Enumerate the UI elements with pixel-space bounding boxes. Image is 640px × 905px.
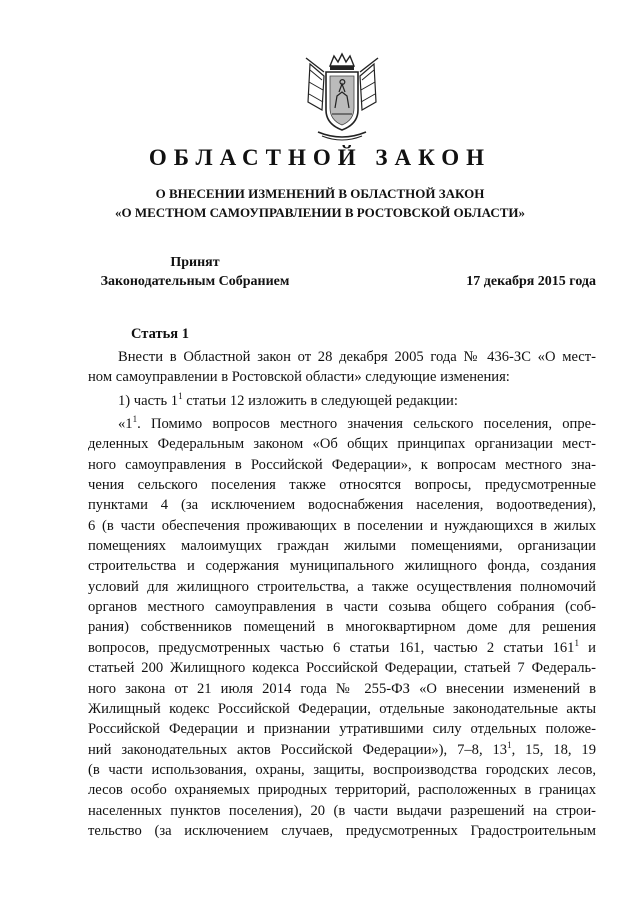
body-text-segment: 1) часть 1 xyxy=(118,392,179,409)
body-text-segment: лесов особо охраняемых природных территорий, расположенных в границах xyxy=(88,782,596,799)
adoption-body: Законодательным Собранием xyxy=(100,274,290,289)
body-line xyxy=(88,658,596,678)
body-line xyxy=(88,367,596,387)
document-subtitle xyxy=(0,184,640,222)
body-line xyxy=(88,780,596,800)
body-line xyxy=(88,475,596,495)
rostov-oblast-coat-of-arms-icon xyxy=(302,52,382,144)
body-text-segment: Внести в Областной закон от 28 декабря 2005 года № 436-ЗС «О мест- xyxy=(118,349,596,365)
body-line xyxy=(88,821,596,841)
body-text-segment: ний законодательных актов Российской Федерации»), 7–8, 13 xyxy=(88,741,508,758)
body-text-segment: 6 (в части обеспечения проживающих в поселении и нуждающихся в жилых xyxy=(88,517,596,534)
body-line xyxy=(88,516,596,536)
body-text-segment: (в части использования, охраны, защиты, воспроизводства городских лесов, xyxy=(88,761,596,778)
body-text-segment: , 15, 18, 19 xyxy=(511,741,597,758)
body-line xyxy=(88,495,596,515)
document-title: ОБЛАСТНОЙ ЗАКОН xyxy=(148,145,492,170)
superscript-index: 1 xyxy=(132,414,138,425)
body-text-segment: и xyxy=(578,639,596,656)
body-text-segment: Российской Федерации и признании утратившими силу отдельных положе- xyxy=(88,721,596,738)
subtitle-line-1: О ВНЕСЕНИИ ИЗМЕНЕНИЙ В ОБЛАСТНОЙ ЗАКОН xyxy=(155,186,485,201)
body-line xyxy=(88,391,596,411)
body-text-segment: населенных пунктов поселения), 20 (в части выдачи разрешений на строи- xyxy=(88,802,596,819)
adoption-label: Принят xyxy=(170,255,220,270)
adoption-block xyxy=(80,253,310,291)
body-line xyxy=(88,617,596,637)
body-line xyxy=(88,801,596,821)
body-line xyxy=(88,760,596,780)
body-line xyxy=(88,434,596,454)
body-text-segment: «1 xyxy=(118,416,133,433)
body-text-segment: деленных Федеральным законом «Об общих принципах организации мест- xyxy=(88,436,596,453)
body-line xyxy=(88,577,596,597)
superscript-index: 1 xyxy=(574,637,579,648)
body-text-segment: ного самоуправления в Российской Федерации», к вопросам местного зна- xyxy=(88,456,596,473)
body-text-segment: ном самоуправлении в Ростовской области» следующие изменения: xyxy=(88,369,510,386)
body-line xyxy=(88,414,596,434)
body-text-segment: пунктами 4 (за исключением водоснабжения населения, водоотведения), xyxy=(88,497,596,514)
body-text-segment: рания) собственников помещений в многоквартирном доме для решения xyxy=(88,619,596,636)
superscript-index: 1 xyxy=(507,739,512,750)
adoption-date: 17 декабря 2015 года xyxy=(466,274,596,289)
body-text-segment: статьей 200 Жилищного кодекса Российской Федерации, статьей 7 Федераль- xyxy=(88,660,596,677)
body-line xyxy=(88,740,596,760)
article-body xyxy=(88,347,596,841)
body-text-segment: помещениях малоимущих граждан жилыми помещениями, организации xyxy=(88,538,596,555)
body-text-segment: тельство (за исключением случаев, предусмотренных Градостроительным xyxy=(88,822,596,839)
body-text-segment: . Помимо вопросов местного значения сельского поселения, опре- xyxy=(137,416,596,433)
body-text-segment: вопросов, предусмотренных частью 6 статьи 161, частью 2 статьи 161 xyxy=(88,639,575,656)
body-line xyxy=(88,638,596,658)
body-line xyxy=(88,455,596,475)
body-text-segment: условий для жилищного строительства, а также осуществления полномочий xyxy=(88,578,596,595)
body-text-segment: органов местного самоуправления в части созыва общего собрания (соб- xyxy=(88,599,596,616)
body-text-segment: Жилищный кодекс Российской Федерации, отдельные законодательные акты xyxy=(88,700,596,717)
body-line xyxy=(88,719,596,739)
body-line xyxy=(88,347,596,367)
body-line xyxy=(88,597,596,617)
body-line xyxy=(88,679,596,699)
subtitle-line-2: «О МЕСТНОМ САМОУПРАВЛЕНИИ В РОСТОВСКОЙ ОБЛАСТИ» xyxy=(115,205,525,220)
article-heading: Статья 1 xyxy=(131,326,189,342)
body-line xyxy=(88,536,596,556)
body-line xyxy=(88,556,596,576)
body-text-segment: ного закона от 21 июля 2014 года № 255-ФЗ «О внесении изменений в xyxy=(88,680,596,697)
body-line xyxy=(88,699,596,719)
body-text-segment: строительства и содержания муниципального жилищного фонда, создания xyxy=(88,558,596,575)
body-text-segment: статьи 12 изложить в следующей редакции: xyxy=(182,392,458,409)
superscript-index: 1 xyxy=(178,390,183,401)
body-text-segment: чения сельского поселения также относятся вопросы, предусмотренные xyxy=(88,477,596,494)
